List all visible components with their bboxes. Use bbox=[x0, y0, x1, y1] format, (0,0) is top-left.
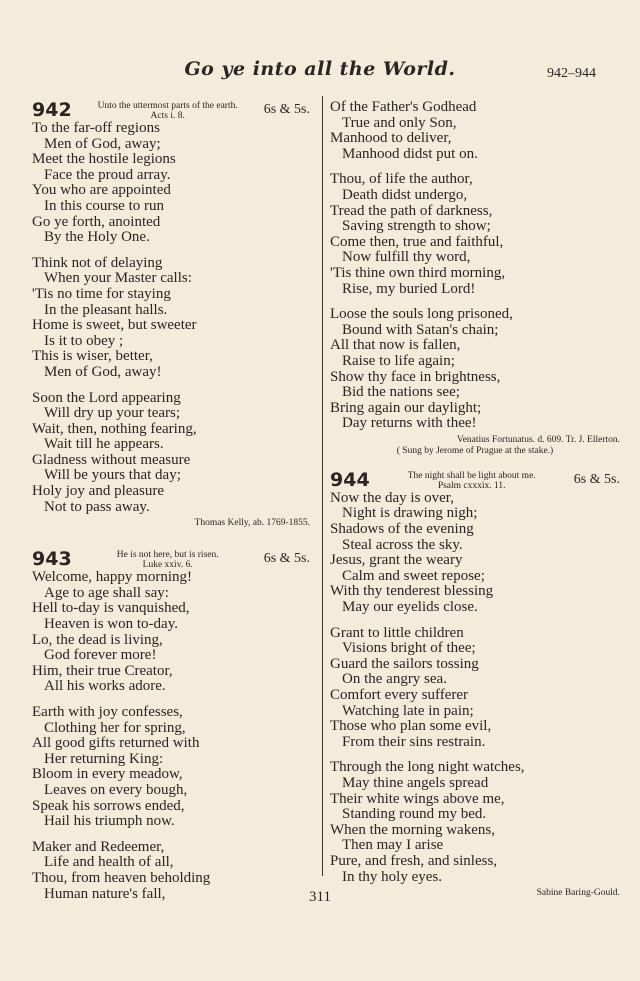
verse-line: True and only Son, bbox=[342, 114, 457, 131]
verse-line: Her returning King: bbox=[44, 750, 164, 767]
hymn-author: Venatius Fortunatus. d. 609. Tr. J. Ellerton. bbox=[456, 434, 620, 445]
scripture-quote: Unto the uttermost parts of the earth. bbox=[97, 101, 238, 111]
verse-line: Hell to-day is vanquished, bbox=[32, 600, 190, 617]
verse-line: Is it to obey ; bbox=[44, 332, 124, 349]
verse-line: Manhood didst put on. bbox=[342, 145, 478, 162]
verse-line: Him, their true Creator, bbox=[32, 662, 173, 679]
stanza bbox=[330, 626, 620, 751]
verse-line: Bid the nations see; bbox=[342, 384, 460, 401]
verse-line: Bound with Satan's chain; bbox=[342, 321, 499, 338]
verse-line: By the Holy One. bbox=[44, 229, 150, 246]
verse-line: Not to pass away. bbox=[44, 498, 150, 515]
verse-line: May our eyelids close. bbox=[342, 599, 478, 616]
hymn-note: ( Sung by Jerome of Prague at the stake.) bbox=[396, 445, 554, 456]
verse-line: In the pleasant halls. bbox=[44, 301, 168, 318]
stanza bbox=[32, 391, 310, 516]
verse-line: 'Tis no time for staying bbox=[32, 285, 171, 302]
verse-line: Welcome, happy morning! bbox=[32, 569, 192, 586]
hymn-author: Thomas Kelly, ab. 1769-1855. bbox=[194, 518, 310, 529]
left-column bbox=[32, 100, 310, 902]
scripture-text bbox=[78, 100, 258, 121]
verse-line: From their sins restrain. bbox=[342, 733, 486, 750]
verse-line: Death didst undergo, bbox=[342, 186, 468, 203]
verse-line: Think not of delaying bbox=[32, 254, 163, 271]
verse-line: Come then, true and faithful, bbox=[330, 233, 504, 250]
verse-line: Loose the souls long prisoned, bbox=[330, 306, 513, 323]
verse-line: You who are appointed bbox=[32, 182, 171, 199]
verse-line: Clothing her for spring, bbox=[44, 719, 186, 736]
verse-line: Meet the hostile legions bbox=[32, 151, 176, 168]
hymn-gap bbox=[330, 456, 620, 470]
scripture-reference: Acts i. 8. bbox=[150, 111, 185, 121]
verse-line: Thou, from heaven beholding bbox=[32, 869, 211, 886]
verse-line: Face the proud array. bbox=[44, 166, 171, 183]
verse-line: Grant to little children bbox=[330, 624, 464, 641]
verse-line: Bring again our daylight; bbox=[330, 399, 482, 416]
verse-line: Home is sweet, but sweeter bbox=[32, 317, 197, 334]
scripture-text bbox=[78, 549, 258, 570]
verse-line: Wait till he appears. bbox=[44, 436, 164, 453]
hymn-meter: 6s & 5s. bbox=[263, 102, 310, 117]
verse-line: Saving strength to show; bbox=[342, 218, 491, 235]
verse-line: Visions bright of thee; bbox=[342, 640, 476, 657]
scripture-quote: He is not here, but is risen. bbox=[116, 550, 219, 561]
verse-line: Day returns with thee! bbox=[342, 415, 477, 432]
stanza bbox=[330, 491, 620, 616]
verse-line: Pure, and fresh, and sinless, bbox=[330, 852, 498, 869]
verse-line: Those who plan some evil, bbox=[330, 718, 492, 735]
verse-line: Then may I arise bbox=[342, 837, 444, 854]
verse-line: Standing round my bed. bbox=[342, 806, 487, 823]
verse-line: Age to age shall say: bbox=[44, 584, 169, 601]
verse-line: Now fulfill thy word, bbox=[342, 249, 471, 266]
verse-line: Jesus, grant the weary bbox=[330, 552, 463, 569]
verse-line: Soon the Lord appearing bbox=[32, 389, 181, 406]
verse-line: Hail his triumph now. bbox=[44, 813, 175, 830]
verse-line: Raise to life again; bbox=[342, 352, 455, 369]
page-title: Go ye into all the World. bbox=[184, 58, 456, 80]
verse-line: Men of God, away! bbox=[44, 363, 162, 380]
stanza bbox=[330, 760, 620, 885]
verse-line: Bloom in every meadow, bbox=[32, 766, 183, 783]
hymn-number: 943 bbox=[32, 548, 72, 571]
verse-line: All that now is fallen, bbox=[330, 337, 461, 354]
hymn-number: 944 bbox=[330, 468, 370, 491]
column-divider bbox=[322, 96, 323, 876]
verse-line: To the far-off regions bbox=[32, 120, 160, 136]
verse-line: Will dry up your tears; bbox=[44, 405, 181, 422]
verse-line: Thou, of life the author, bbox=[330, 171, 473, 188]
verse-line: Leaves on every bough, bbox=[44, 781, 188, 798]
verse-line: On the angry sea. bbox=[342, 671, 447, 688]
hymn-range: 942–944 bbox=[547, 66, 596, 81]
verse-line: Earth with joy confesses, bbox=[32, 704, 183, 720]
verse-line: 'Tis thine own third morning, bbox=[330, 264, 506, 281]
verse-line: Lo, the dead is living, bbox=[32, 631, 163, 648]
stanza bbox=[32, 121, 310, 246]
verse-line: This is wiser, better, bbox=[32, 348, 153, 365]
verse-line: Now the day is over, bbox=[330, 489, 454, 506]
verse-line: All good gifts returned with bbox=[32, 735, 200, 752]
stanza bbox=[32, 570, 310, 695]
scripture-quote: The night shall be light about me. bbox=[407, 470, 536, 481]
stanza bbox=[330, 307, 620, 432]
verse-line: Heaven is won to-day. bbox=[44, 616, 178, 633]
verse-line: Will be yours that day; bbox=[44, 467, 181, 484]
verse-line: With thy tenderest blessing bbox=[330, 583, 494, 600]
verse-line: Speak his sorrows ended, bbox=[32, 797, 185, 814]
hymn-header bbox=[32, 100, 310, 121]
verse-line: Steal across the sky. bbox=[342, 536, 463, 553]
verse-line: Tread the path of darkness, bbox=[330, 202, 493, 219]
verse-line: Their white wings above me, bbox=[330, 790, 505, 807]
right-column bbox=[330, 100, 620, 899]
verse-line: Through the long night watches, bbox=[330, 759, 525, 776]
stanza bbox=[32, 256, 310, 381]
verse-line: May thine angels spread bbox=[342, 774, 489, 791]
verse-line: In thy holy eyes. bbox=[342, 868, 442, 885]
verse-line: Go ye forth, anointed bbox=[32, 213, 161, 230]
hymn-meter: 6s & 5s. bbox=[263, 551, 310, 567]
verse-line: Comfort every sufferer bbox=[330, 687, 469, 703]
verse-line: Show thy face in brightness, bbox=[330, 368, 501, 385]
scripture-text bbox=[376, 470, 568, 491]
verse-line: Night is drawing nigh; bbox=[342, 505, 478, 522]
verse-line: Manhood to deliver, bbox=[330, 130, 452, 147]
hymn-header bbox=[32, 549, 310, 570]
verse-line: God forever more! bbox=[44, 647, 157, 664]
scripture-reference: Luke xxiv. 6. bbox=[142, 560, 193, 571]
hymn-header bbox=[330, 470, 620, 491]
hymn-author: Sabine Baring-Gould. bbox=[536, 888, 620, 899]
stanza bbox=[330, 172, 620, 297]
verse-line: Guard the sailors tossing bbox=[330, 655, 479, 672]
stanza bbox=[32, 705, 310, 830]
verse-line: Holy joy and pleasure bbox=[32, 483, 165, 500]
verse-line: Rise, my buried Lord! bbox=[342, 280, 476, 297]
verse-line: Gladness without measure bbox=[32, 451, 191, 468]
verse-line: When the morning wakens, bbox=[330, 821, 495, 838]
hymn-number: 942 bbox=[32, 99, 72, 121]
stanza-gap bbox=[32, 381, 310, 391]
scripture-reference: Psalm cxxxix. 11. bbox=[437, 480, 506, 491]
verse-line: In this course to run bbox=[44, 197, 164, 214]
page-number: 311 bbox=[309, 889, 331, 905]
verse-line: Wait, then, nothing fearing, bbox=[32, 420, 197, 437]
verse-line: Maker and Redeemer, bbox=[32, 838, 165, 855]
verse-line: When your Master calls: bbox=[44, 270, 192, 287]
verse-line: All his works adore. bbox=[44, 678, 166, 695]
verse-line: Life and health of all, bbox=[44, 854, 174, 871]
hymn-gap bbox=[32, 529, 310, 549]
verse-line: Of the Father's Godhead bbox=[330, 99, 477, 115]
verse-line: Watching late in pain; bbox=[342, 702, 474, 719]
verse-line: Human nature's fall, bbox=[44, 885, 166, 902]
stanza bbox=[330, 100, 620, 162]
verse-line: Men of God, away; bbox=[44, 135, 161, 152]
verse-line: Shadows of the evening bbox=[330, 521, 474, 538]
verse-line: Calm and sweet repose; bbox=[342, 567, 485, 584]
hymn-meter: 6s & 5s. bbox=[573, 471, 620, 487]
